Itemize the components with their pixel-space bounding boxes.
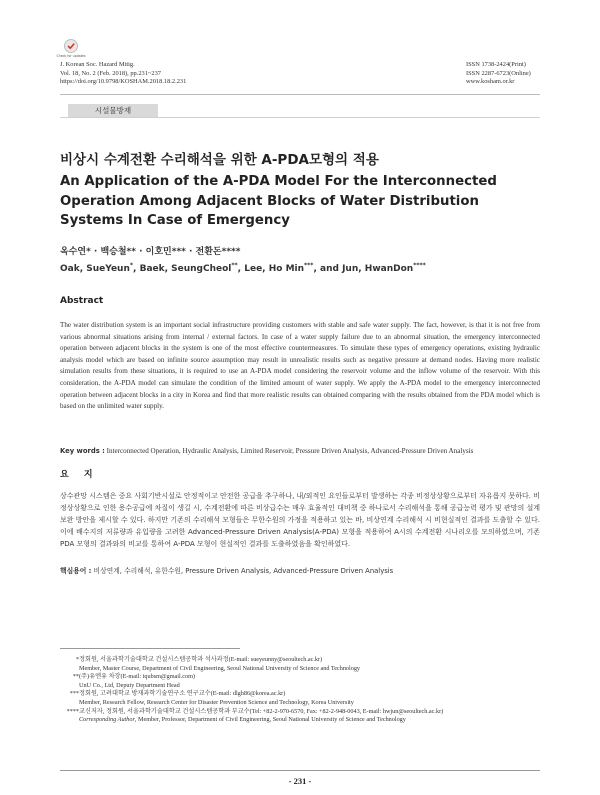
- footnote: [60, 708, 540, 725]
- footnote-english: [60, 716, 540, 725]
- check-for-updates-icon: [56, 38, 86, 60]
- author-name: Lee, Ho Min: [244, 264, 305, 274]
- footnote-divider: [60, 648, 240, 649]
- journal-info: [60, 61, 186, 87]
- authors-english: Oak, SueYeun*, Baek, SeungCheol**, Lee, Ho Min***, and Jun, HwanDon****: [60, 262, 426, 274]
- korean-keywords-label: 핵심용어 :: [60, 567, 92, 575]
- keywords: [60, 446, 540, 457]
- author-mark: *: [129, 262, 134, 269]
- footnotes: [60, 656, 540, 725]
- yoji-text: 상수관망 시스템은 중요 사회기반시설로 안정적이고 안전한 공급을 추구하나, 내/외적인 요인들로부터 발생하는 각종 비정상상황으로부터 자유롭지 못하다. 비정상상황으로 인한 용수공급에 차질이 생길 시, 수계전환에 따른 비상급수는 매우 효율적인 대비책 중 하나로서 수리해석을 통해 공급능력 평가 및 관망의 설계 보완 방안을 제시할 수 있다. 하지만 기존의 수리해석 모형들은 무한수원의 가정을 적용하고 있는 바, 비상연계 수리해석 시 비현실적인 결과를 도출할 수 있다. 이에 배수지의 저류량과 유입량을 고려한 Advanced-Pressure Driven Analysis(A-PDA) 모형을 적용하여 A시의 수계전환 시나리오를 모의하였으며, 기존 PDA 모형의 결과와의 비교를 통하여 A-PDA 모형이 현실적인 결과를 도출하였음을 확인하였다.: [60, 492, 540, 548]
- abstract-heading: Abstract: [60, 296, 104, 306]
- footnote-english: UnU Co., Ltd, Deputy Department Head: [79, 681, 180, 689]
- author-mark: ***: [304, 262, 314, 269]
- issn-info: [466, 61, 531, 87]
- logo-text: Check for updates: [56, 54, 86, 58]
- footnote: [60, 656, 540, 673]
- check-for-updates-logo[interactable]: [56, 38, 86, 60]
- footer-divider: [60, 770, 540, 771]
- website-link[interactable]: www.kosham.or.kr: [466, 78, 515, 86]
- footnote-korean: (주)유엔유 차장(E-mail: iqubsm@gmail.com): [79, 673, 195, 681]
- author-name: and Jun, HwanDon: [320, 264, 414, 274]
- doi-link[interactable]: https://doi.org/10.9798/KOSHAM.2018.18.2.231: [60, 78, 187, 86]
- keywords-label: Key words :: [60, 447, 105, 455]
- issn-online: ISSN 2287-6723(Online): [466, 69, 531, 77]
- authors-korean: 옥수연* · 백승철** · 이호민*** · 전환돈****: [60, 247, 241, 257]
- korean-keywords-list: 비상연계, 수리해석, 유한수원, Pressure Driven Analysis, Advanced-Pressure Driven Analysis: [93, 567, 394, 575]
- footnote-korean: 정회원, 고려대학교 방재과학기술연구소 연구교수(E-mail: dlgh86@korea.ac.kr): [79, 690, 286, 698]
- korean-keywords: [60, 566, 540, 577]
- author-name: Oak, SueYeun: [60, 264, 130, 274]
- category-tag: 시설물방재: [68, 104, 158, 118]
- author-name: Baek, SeungCheol: [139, 264, 232, 274]
- footnote-korean: 교신저자, 정회원, 서울과학기술대학교 건설시스템공학과 부교수(Tel: +82-2-970-6570, Fax: +82-2-948-0043, E-mail: hwjun@seoultech.ac.kr): [79, 707, 444, 715]
- header-divider: [60, 94, 540, 95]
- footnote-mark: *: [75, 656, 79, 663]
- footnote-mark: ***: [69, 690, 79, 698]
- author-mark: ****: [413, 262, 426, 269]
- yoji-heading: 요 지: [60, 470, 99, 480]
- journal-volume: Vol. 18, No. 2 (Feb. 2018), pp.231~237: [60, 69, 161, 77]
- corresponding-author-label: Corresponding Author: [79, 716, 135, 724]
- author-mark: **: [231, 262, 238, 269]
- english-title: An Application of the A-PDA Model For the Interconnected Operation Among Adjacent Blocks of Water Distribution Systems In Case of Emergency: [60, 174, 497, 228]
- footnote-english: Member, Master Course, Department of Civil Engineering, Seoul National University of Science and Technology: [79, 664, 361, 672]
- page-number: - 231 -: [288, 776, 312, 786]
- footnote-mark: **: [72, 673, 79, 681]
- issn-print: ISSN 1738-2424(Print): [466, 61, 526, 68]
- journal-name: J. Korean Soc. Hazard Mitig.: [60, 61, 135, 68]
- category-divider: [60, 117, 540, 118]
- korean-title: 비상시 수계전환 수리해석을 위한 A-PDA모형의 적용: [60, 152, 379, 168]
- footnote: [60, 690, 540, 707]
- footnote-english: Member, Research Fellow, Research Center for Disaster Prevention Science and Technology, Korea University: [79, 698, 354, 706]
- footnote-mark: ****: [66, 707, 79, 715]
- abstract-text: The water distribution system is an important social infrastructure providing customers with stable and safe water supply. The fact, however, is that it is not free from various abnormal situations arising from internal / external factors. In case of a water supply failure due to an abnormal situation, the emergency interconnected operation between adjacent blocks in the system is one of the most effective countermeasures. To simulate these types of emergency operations, existing hydraulic analysis model which are based on infinite source assumption may result in unrealistic results such as negative pressure at demand nodes. Having more realistic simulation results from these situations, it is required to use an A-PDA model considering the reservoir volume and the inflow volume of the reservoir. With this consideration, the A-PDA model can simulate the condition of the limited amount of water supply. We apply the A-PDA model to the emergency interconnected operation between adjacent blocks in a city in Korea and find that more realistic results can obtained comparing with the results obtained from the PDA model which is based on the unlimited water supply.: [60, 321, 540, 411]
- keywords-list: Interconnected Operation, Hydraulic Analysis, Limited Reservoir, Pressure Driven Analysis, Advanced-Pressure Driven Analysis: [106, 447, 474, 455]
- footnote-english-text: , Member, Professor, Department of Civil Engineering, Seoul National University of Science and Technology: [134, 716, 406, 724]
- footnote: [60, 673, 540, 690]
- footnote-korean: 정회원, 서울과학기술대학교 건설시스템공학과 석사과정(E-mail: sueyeunny@seoultech.ac.kr): [79, 656, 323, 663]
